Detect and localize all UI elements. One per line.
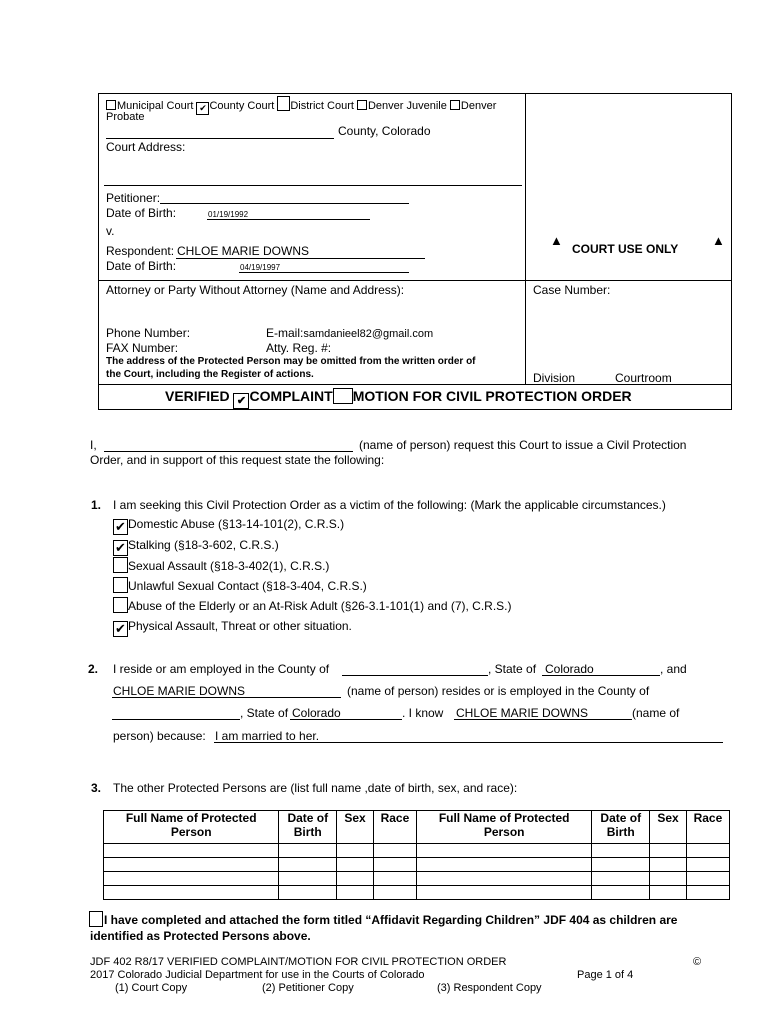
- district-court-label: District Court: [290, 100, 354, 112]
- table-cell[interactable]: [686, 844, 729, 858]
- affidavit-text-line2: identified as Protected Persons above.: [90, 929, 311, 943]
- municipal-court-checkbox[interactable]: [106, 100, 116, 110]
- section3-text: The other Protected Persons are (list full name ,date of birth, sex, and race):: [113, 781, 518, 795]
- table-cell[interactable]: [592, 844, 650, 858]
- denver-probate-checkbox[interactable]: [450, 100, 460, 110]
- motion-checkbox[interactable]: [333, 388, 353, 404]
- table-cell[interactable]: [104, 844, 279, 858]
- court-use-only: COURT USE ONLY: [572, 242, 679, 256]
- physical-assault-checkbox[interactable]: ✔: [113, 621, 128, 637]
- know-name-line: [454, 719, 632, 720]
- col-header-name-1: Full Name of Protected Person: [104, 811, 279, 844]
- affidavit-checkbox[interactable]: [89, 911, 103, 927]
- versus-label: v.: [106, 224, 115, 238]
- list-item: [113, 535, 512, 556]
- list-item: [113, 616, 512, 637]
- denver-juvenile-checkbox[interactable]: [357, 100, 367, 110]
- court-address-label: Court Address:: [106, 140, 186, 154]
- table-cell[interactable]: [337, 858, 374, 872]
- title-motion: MOTION FOR CIVIL PROTECTION ORDER: [352, 388, 632, 404]
- list-item: [113, 514, 512, 535]
- section2-t4: (name of person) resides or is employed in the County of: [347, 684, 650, 698]
- respondent-line: [176, 258, 425, 259]
- resp-state-value: Colorado: [292, 706, 341, 720]
- respondent-dob-value: 04/19/1997: [240, 263, 281, 272]
- table-cell[interactable]: [279, 872, 337, 886]
- physical-assault-label: Physical Assault, Threat or other situation.: [128, 619, 352, 633]
- respondent-dob-line: [239, 272, 409, 273]
- because-value: I am married to her.: [215, 729, 320, 743]
- footer-copyright: ©: [693, 956, 702, 968]
- footer-line2: 2017 Colorado Judicial Department for use in the Courts of Colorado: [90, 969, 425, 981]
- intro-prefix: I,: [90, 438, 97, 452]
- email-label: E-mail:: [266, 326, 304, 340]
- list-item: [113, 596, 512, 616]
- table-row: [104, 872, 730, 886]
- caption-divider-1: [104, 185, 522, 186]
- section2-number: 2.: [88, 662, 99, 676]
- table-cell[interactable]: [592, 858, 650, 872]
- email-value: samdanieel82@gmail.com: [303, 328, 434, 340]
- col-header-name-2: Full Name of Protected Person: [416, 811, 591, 844]
- petitioner-dob-line: [207, 219, 370, 220]
- list-item: [113, 576, 512, 596]
- footer-copy1: (1) Court Copy: [115, 982, 188, 994]
- because-line: [214, 742, 723, 743]
- section1-text: I am seeking this Civil Protection Order as a victim of the following: (Mark the applicable circumstances.): [113, 498, 666, 512]
- district-court-checkbox[interactable]: [277, 96, 290, 111]
- table-cell[interactable]: [104, 872, 279, 886]
- petitioner-label: Petitioner:: [106, 191, 161, 205]
- table-cell[interactable]: [650, 844, 687, 858]
- county-court-label: County Court: [209, 100, 275, 112]
- table-cell[interactable]: [279, 886, 337, 900]
- resp-county-line[interactable]: [112, 719, 240, 720]
- table-cell[interactable]: [373, 872, 416, 886]
- unlawful-contact-checkbox[interactable]: [113, 577, 128, 593]
- reside-county-line[interactable]: [342, 675, 488, 676]
- complaint-checkbox[interactable]: ✔: [233, 393, 249, 409]
- section2-t1: I reside or am employed in the County of: [113, 662, 330, 676]
- table-cell[interactable]: [373, 886, 416, 900]
- courtroom-label: Courtroom: [615, 371, 672, 385]
- form-title: [165, 388, 632, 409]
- county-name-line[interactable]: [106, 138, 334, 139]
- probate-line: Probate: [106, 111, 145, 123]
- table-row: [104, 844, 730, 858]
- petitioner-dob-label: Date of Birth:: [106, 206, 177, 220]
- caption-divider-vertical: [525, 93, 526, 385]
- county-suffix: County, Colorado: [338, 124, 431, 138]
- sexual-assault-checkbox[interactable]: [113, 557, 128, 573]
- reside-state-value: Colorado: [545, 662, 594, 676]
- table-header-row: [104, 811, 730, 844]
- table-cell[interactable]: [373, 858, 416, 872]
- respondent-name: CHLOE MARIE DOWNS: [177, 244, 310, 258]
- affidavit-text-line1: I have completed and attached the form titled “Affidavit Regarding Children” JDF 404 as children are: [104, 913, 678, 927]
- col-header-race-2: Race: [686, 811, 729, 844]
- denver-probate-label: Denver: [460, 100, 497, 112]
- table-cell[interactable]: [416, 858, 591, 872]
- resp-state-line: [290, 719, 402, 720]
- table-cell[interactable]: [337, 886, 374, 900]
- circumstance-list: [113, 514, 512, 637]
- elder-abuse-label: Abuse of the Elderly or an At-Risk Adult (§26-3.1-101(1) and (7), C.R.S.): [128, 599, 512, 613]
- table-cell[interactable]: [373, 844, 416, 858]
- col-header-sex-1: Sex: [337, 811, 374, 844]
- petitioner-dob-value: 01/19/1992: [208, 210, 249, 219]
- table-row: [104, 858, 730, 872]
- col-header-sex-2: Sex: [650, 811, 687, 844]
- section3-number: 3.: [91, 781, 102, 795]
- caption-divider-2: [98, 280, 732, 281]
- section2-t5: , State of: [240, 706, 289, 720]
- section2-t8: person) because:: [113, 729, 206, 743]
- section2-t3: , and: [660, 662, 687, 676]
- denver-juvenile-label: Denver Juvenile: [367, 100, 447, 112]
- table-cell[interactable]: [686, 858, 729, 872]
- col-header-dob-1: Date of Birth: [279, 811, 337, 844]
- domestic-abuse-checkbox[interactable]: ✔: [113, 519, 128, 535]
- table-cell[interactable]: [686, 886, 729, 900]
- phone-label: Phone Number:: [106, 326, 191, 340]
- omit-notice-line2: the Court, including the Register of actions.: [106, 369, 314, 380]
- petitioner-line[interactable]: [160, 203, 409, 204]
- table-cell[interactable]: [592, 886, 650, 900]
- division-label: Division: [533, 371, 576, 385]
- table-cell[interactable]: [650, 872, 687, 886]
- section2-t6: . I know: [402, 706, 444, 720]
- col-header-race-1: Race: [373, 811, 416, 844]
- stalking-label: Stalking (§18-3-602, C.R.S.): [128, 538, 279, 552]
- omit-notice-line1: The address of the Protected Person may be omitted from the written order of: [106, 356, 476, 367]
- case-number-label: Case Number:: [533, 283, 611, 297]
- municipal-court-label: Municipal Court: [117, 100, 194, 112]
- unlawful-contact-label: Unlawful Sexual Contact (§18-3-404, C.R.S.): [128, 579, 367, 593]
- stalking-checkbox[interactable]: ✔: [113, 540, 128, 556]
- respondent-label: Respondent:: [106, 244, 175, 258]
- triangle-left-icon: ▲: [550, 233, 563, 248]
- email-field: [266, 326, 433, 340]
- county-court-checkbox[interactable]: ✔: [196, 102, 209, 115]
- intro-line2: Order, and in support of this request state the following:: [90, 453, 385, 467]
- table-cell[interactable]: [686, 872, 729, 886]
- footer-page: Page 1 of 4: [577, 969, 634, 981]
- col-header-dob-2: Date of Birth: [592, 811, 650, 844]
- section2-t7: (name of: [632, 706, 680, 720]
- table-cell[interactable]: [416, 886, 591, 900]
- table-cell[interactable]: [104, 858, 279, 872]
- footer-copy2: (2) Petitioner Copy: [262, 982, 354, 994]
- domestic-abuse-label: Domestic Abuse (§13-14-101(2), C.R.S.): [128, 517, 345, 531]
- table-cell[interactable]: [104, 886, 279, 900]
- title-verified: VERIFIED: [165, 388, 230, 404]
- list-item: [113, 556, 512, 576]
- attorney-label: Attorney or Party Without Attorney (Name and Address):: [106, 283, 405, 297]
- know-name-value: CHLOE MARIE DOWNS: [456, 706, 589, 720]
- court-type-options: [106, 96, 496, 115]
- footer-form-id: JDF 402 R8/17 VERIFIED COMPLAINT/MOTION FOR CIVIL PROTECTION ORDER: [90, 956, 507, 968]
- table-cell[interactable]: [337, 844, 374, 858]
- table-cell[interactable]: [650, 858, 687, 872]
- table-cell[interactable]: [650, 886, 687, 900]
- table-cell[interactable]: [592, 872, 650, 886]
- table-cell[interactable]: [279, 858, 337, 872]
- sexual-assault-label: Sexual Assault (§18-3-402(1), C.R.S.): [128, 559, 330, 573]
- reside-state-line: [542, 675, 660, 676]
- table-cell[interactable]: [279, 844, 337, 858]
- footer-copy3: (3) Respondent Copy: [437, 982, 542, 994]
- table-row: [104, 886, 730, 900]
- respondent-dob-label: Date of Birth:: [106, 259, 177, 273]
- atty-reg-label: Atty. Reg. #:: [266, 341, 332, 355]
- title-complaint: COMPLAINT: [249, 388, 333, 404]
- triangle-right-icon: ▲: [712, 233, 725, 248]
- respondent-name-2: CHLOE MARIE DOWNS: [113, 684, 246, 698]
- table-cell[interactable]: [416, 872, 591, 886]
- table-cell[interactable]: [337, 872, 374, 886]
- section2-t2: , State of: [488, 662, 537, 676]
- intro-suffix: (name of person) request this Court to issue a Civil Protection: [359, 438, 687, 452]
- intro-name-line[interactable]: [104, 451, 353, 452]
- fax-label: FAX Number:: [106, 341, 179, 355]
- section1-number: 1.: [91, 498, 102, 512]
- protected-persons-table: [103, 810, 730, 900]
- elder-abuse-checkbox[interactable]: [113, 597, 128, 613]
- respondent-name-2-line: [112, 697, 341, 698]
- table-cell[interactable]: [416, 844, 591, 858]
